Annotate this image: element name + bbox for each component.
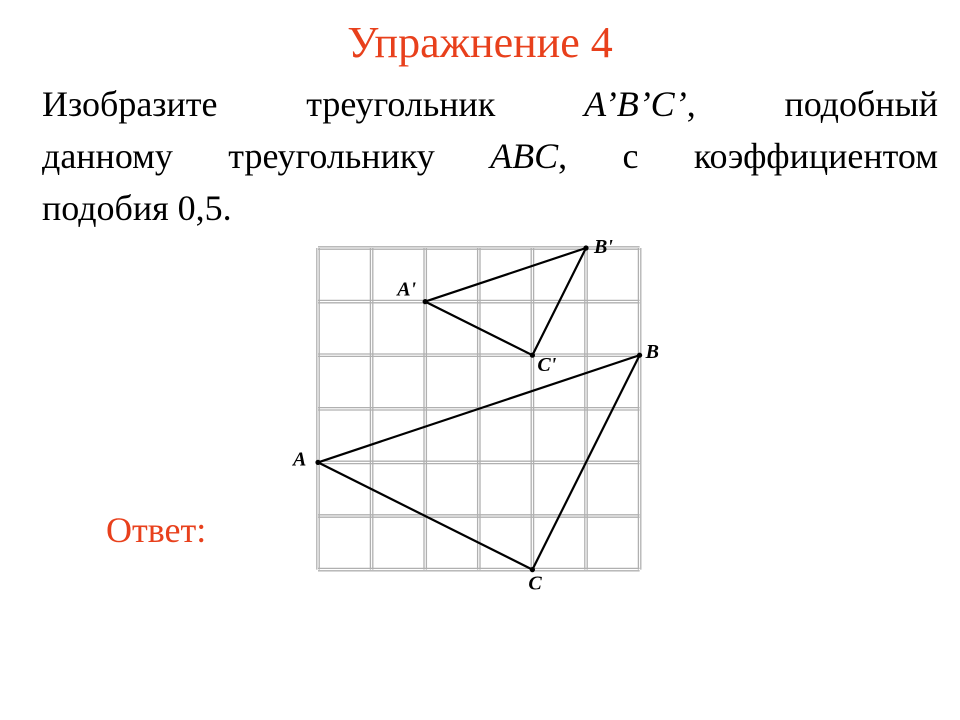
vertex-b1 [583,245,588,250]
task-word: треугольнику [228,136,435,176]
vertex-label-a1: A' [397,278,417,301]
vertex-label-b: B [645,341,659,364]
task-word: подобный [784,84,939,124]
vertex-b [637,353,642,358]
task-word: с [622,136,639,176]
vertex-label-b1: B' [594,236,613,258]
triangle-name-abc: ABC, [490,136,568,176]
vertex-label-c: C [528,572,542,595]
task-line-3: подобия 0,5. [42,188,232,228]
vertex-label-a: A [293,448,307,471]
vertex-c [530,567,535,572]
answer-label: Ответ: [106,510,207,550]
triangles [318,248,640,570]
triangle-a1b1c1 [425,248,586,355]
slide-title: Упражнение 4 [347,18,613,67]
triangle-name-a1b1c1: A’B’C’, [584,84,696,124]
task-word: коэффициентом [693,136,939,176]
vertex-label-c1: C' [537,354,557,377]
vertex-c1 [530,353,535,358]
triangle-abc [318,355,640,569]
vertex-a1 [423,299,428,304]
vertex-a [315,460,320,465]
task-word: треугольник [306,84,496,124]
task-word: данному [42,136,173,176]
task-word: Изобразите [42,84,218,124]
